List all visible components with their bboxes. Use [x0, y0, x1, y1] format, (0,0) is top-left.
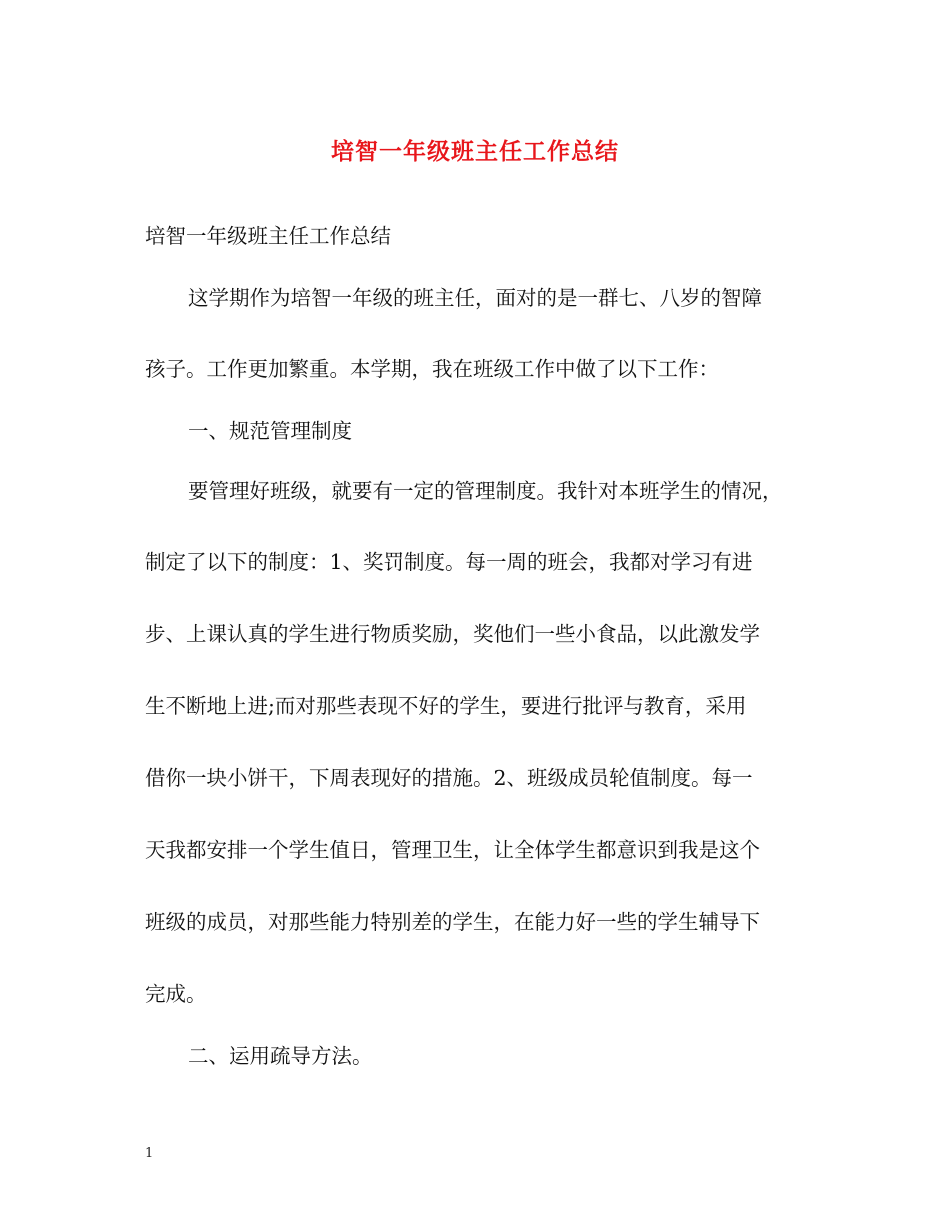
- body-line: 完成。: [145, 982, 207, 1006]
- body-line: 要管理好班级，就要有一定的管理制度。我针对本班学生的情况，: [188, 479, 783, 503]
- body-line: 天我都安排一个学生值日，管理卫生，让全体学生都意识到我是这个: [145, 838, 760, 862]
- subtitle-line: 培智一年级班主任工作总结: [145, 224, 391, 248]
- body-line: 孩子。工作更加繁重。本学期，我在班级工作中做了以下工作：: [145, 357, 719, 381]
- body-line: 这学期作为培智一年级的班主任，面对的是一群七、八岁的智障: [188, 286, 762, 310]
- section-heading-2: 二、运用疏导方法。: [188, 1044, 373, 1068]
- body-line: 班级的成员，对那些能力特别差的学生，在能力好一些的学生辅导下: [145, 910, 760, 934]
- body-line: 借你一块小饼干，下周表现好的措施。2、班级成员轮值制度。每一: [145, 766, 753, 790]
- document-title: 培智一年级班主任工作总结: [331, 138, 619, 165]
- body-line: 生不断地上进;而对那些表现不好的学生，要进行批评与教育，采用: [145, 694, 747, 718]
- section-heading-1: 一、规范管理制度: [188, 419, 352, 443]
- page-number: 1: [145, 1146, 154, 1161]
- body-line: 制定了以下的制度：1、奖罚制度。每一周的班会，我都对学习有进: [145, 550, 753, 574]
- body-line: 步、上课认真的学生进行物质奖励，奖他们一些小食品，以此激发学: [145, 622, 760, 646]
